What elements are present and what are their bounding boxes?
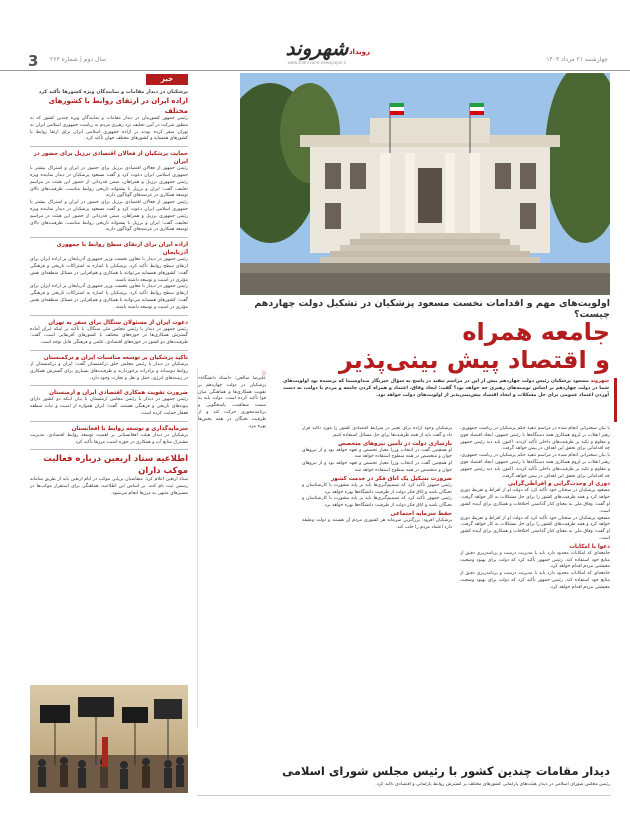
news-body-4: رئیس جمهور در دیدار با رئیس مجلس ملی سنگال، با تأکید بر اینکه ایران آماده گسترش همکاری‌ها در حوزه‌های مختلف با کشورهای آفریقایی است، گفت: ظرفیت‌های دو کشور در حوزه‌های اقتصادی، علمی و فرهنگی قابل توجه است.: [30, 326, 188, 346]
side-strip-text: علیرضا صالحی: «استاد دانشگاه» پزشکیان در دولت چهاردهم بر تقویت همکاری‌ها و هماهنگی میان قوا تأکید کرده است. دولت باید به سمت شفافیت، پاسخگویی و برنامه‌محوری حرکت کند و از ظرفیت نخبگان در همه بخش‌ها بهره ببرد.: [198, 376, 266, 429]
body-column-right: [460, 426, 610, 791]
headline-line-2: و اقتصاد پیش بینی‌پذیر: [338, 346, 610, 374]
right-body-3: جامعه‌ای که امکانات محدود دارد باید با مدیریت درست و برنامه‌ریزی دقیق از منابع خود استفاده کند. رئیس جمهور تأکید کرد که دولت برای بهبود وضعیت معیشتی مردم اقدام خواهد کرد.: [460, 550, 610, 570]
main-headline: [280, 318, 610, 374]
news-headline-1: اراده ایران در ارتقای روابط با کشورهای مختلف: [48, 97, 188, 115]
right-body-1b: با بیان سخنرانی انجام شده در مراسم تنفیذ حکم پزشکیان در ریاست جمهوری، رهبر انقلاب بر لزوم همکاری همه دستگاه‌ها با رئیس جمهور، ایجاد اقتصاد قوی و مقاوم و تکیه بر ظرفیت‌های داخلی تأکید کردند. اکنون باید دید رئیس جمهور چه اقداماتی برای تحقق این اهداف در پیش خواهد گرفت.: [460, 453, 610, 479]
mid-subhead-2: ضرورت تشکیل یک اتاق فکر در خدمت کشور: [331, 475, 452, 482]
mid-subhead-1: بازسازی دولت در تأمین نیروهای متخصص: [338, 440, 452, 447]
right-subhead-1: دوری از وحدت‌گرایی و افراطی‌گرایی: [507, 481, 610, 488]
main-kicker: اولویت‌های مهم و اقدامات نخست مسعود پزشکیان در تشکیل دولت چهاردهم چیست؟: [254, 298, 610, 320]
lead-label: شهروند: [590, 379, 609, 384]
mid-body-3: رئیس جمهور تأکید کرد که تصمیم‌گیری‌ها باید بر پایه مشورت با کارشناسان و نخبگان باشد و اتاق فکر دولت از ظرفیت دانشگاه‌ها بهره خواهد برد.: [302, 482, 452, 495]
right-body-2: مسعود پزشکیان در سخنان خود تأکید کرد که دولت او از افراط و تفریط دوری خواهد کرد و همه ظرفیت‌های کشور را برای حل مشکلات به کار خواهد گرفت. او گفت: وفاق ملی به معنای کنار گذاشتن اختلافات و همکاری برای آینده کشور است.: [460, 488, 610, 514]
issue-date: چهارشنبه ۲۱ مرداد ۱۴۰۳: [546, 56, 608, 63]
mid-subhead-3: حفظ سرمایه اجتماعی: [390, 510, 452, 517]
news-subhead-5: تاکید پزشکیان بر توسعه مناسبات ایران و ترکمنستان: [43, 354, 188, 361]
news-kicker: پزشکیان در دیدار مقامات و نمایندگان ویژه کشورها تأکید کرد: [38, 89, 188, 95]
news-body-1: رئیس جمهور کشورمان در دیدار مقامات و نمایندگان ویژه چندین کشور که به منظور شرکت در آیین تحلیف نزد رهبری مردم به ریاست جمهوری اسلامی ایران به تهران سفر کرده بودند بر اراده جمهوری اسلامی ایران برای ارتقا روابط با کشورهای همسایه و کشورهای مختلف جهان تأکید کرد.: [30, 116, 188, 142]
news-subhead-6: ضرورت تقویت همکاری اقتصادی ایران و ارمنستان: [49, 390, 188, 397]
headline-line-1: جامعه همراه: [462, 318, 610, 346]
bottom-headline: دیدار مقامات چندین کشور با رئیس مجلس شورای اسلامی: [282, 764, 610, 778]
news-subhead-3: اراده ایران برای ارتقای سطح روابط با جمهوری آذربایجان: [56, 242, 188, 257]
side-strip: [197, 368, 266, 728]
news-body-6: رئیس جمهور در دیدار با رئیس مجلس ارمنستان با بیان اینکه دو کشور دارای پیوندهای تاریخی و فرهنگی هستند، گفت: ایران همواره از امنیت و ثبات منطقه قفقاز حمایت کرده است.: [30, 397, 188, 416]
logo-sub: رویداد: [348, 48, 370, 56]
body-column-middle: [302, 426, 452, 791]
news-body-3b: رئیس جمهور در دیدار با معاون نخست وزیر جمهوری آذربایجان بر اراده ایران برای ارتقای سطح روابط تأکید کرد. پزشکیان با اشاره به اشتراکات تاریخی و فرهنگی گفت: کشورهای همسایه می‌توانند با همکاری و هم‌افزایی در مسائل منطقه‌ای نقش مؤثری در امنیت و توسعه داشته باشند.: [30, 284, 188, 310]
news-headline-8: اطلاعیه ستاد اربعین درباره فعالیت موکب داران: [43, 454, 188, 477]
newspaper-logo: [262, 36, 372, 66]
news-body-5: پزشکیان در دیدار با رئیس مجلس خلق ترکمنستان گفت: ایران و ترکمنستان از روابط دوستانه و برادرانه برخوردارند و ظرفیت‌های بسیاری برای گسترش همکاری در زمینه‌های انرژی، حمل و نقل و تجارت وجود دارد.: [30, 361, 188, 381]
news-subhead-2: حمایت پزشکیان از فعالان اقتصادی برزیل برای حضور در ایران: [33, 151, 188, 166]
page-number: 3: [28, 52, 39, 70]
bottom-text: رئیس مجلس شورای اسلامی در دیدار هیئت‌های پارلمانی کشورهای مختلف بر گسترش روابط پارلمانی و اقتصادی تأکید کرد.: [375, 782, 610, 787]
mid-body-2b: او همچنین گفت در انتخاب وزرا معیار تخصص و تعهد خواهد بود و از نیروهای جوان و متخصص در همه سطوح استفاده خواهد شد.: [302, 461, 452, 473]
news-body-3: رئیس جمهور در دیدار با معاون نخست وزیر جمهوری آذربایجان بر اراده ایران برای ارتقای سطح روابط تأکید کرد. پزشکیان با اشاره به اشتراکات تاریخی و فرهنگی گفت: کشورهای همسایه می‌توانند با همکاری و هم‌افزایی در مسائل منطقه‌ای نقش مؤثری در امنیت و توسعه داشته باشند.: [30, 257, 188, 283]
mid-body-4: پزشکیان افزود: بزرگترین سرمایه هر کشوری مردم آن هستند و دولت وظیفه دارد اعتماد مردم را جلب کند.: [302, 517, 452, 530]
mid-body-3b: رئیس جمهور تأکید کرد که تصمیم‌گیری‌ها باید بر پایه مشورت با کارشناسان و نخبگان باشد و اتاق فکر دولت از ظرفیت دانشگاه‌ها بهره خواهد برد.: [302, 496, 452, 509]
issue-number: سال دوم | شماره ۲۶۳: [50, 56, 107, 63]
star-icon: ۞: [261, 368, 266, 376]
news-tag: خبر: [146, 74, 188, 85]
mid-body-2: او همچنین گفت در انتخاب وزرا معیار تخصص و تعهد خواهد بود و از نیروهای جوان و متخصص در همه سطوح استفاده خواهد شد.: [302, 447, 452, 460]
mid-body-1: پزشکیان وجود اراده برای تغییر در شرایط اقتصادی کشور را مورد تأکید قرار داد و گفت باید از همه ظرفیت‌ها برای حل مسائل استفاده کنیم.: [302, 426, 452, 438]
right-subhead-2: دعوا با امکانات: [569, 543, 610, 550]
news-subhead-7: سرمایه‌گذاری و توسعه روابط با افغانستان: [71, 425, 188, 432]
main-building-photo: [240, 73, 610, 295]
left-news-column: [30, 88, 188, 680]
news-body-7: پزشکیان در دیدار هیئت افغانستانی بر اهمیت توسعه روابط اقتصادی، مدیریت مشترک منابع آب و همکاری در حوزه امنیت مرزها تأکید کرد.: [30, 432, 188, 445]
news-body-2: رئیس جمهور از فعالان اقتصادی برزیل برای حضور در ایران و اشتراک بیشتر با جمهوری اسلامی ایران دعوت کرد و گفت مسعود پزشکیان در دیدار نماینده ویژه رئیس جمهوری برزیل و همراهان، ضمن قدردانی از حضور این هیئت در مراسم تحلیف، گفت: ایران و برزیل با پشتوانه تاریخی روابط مناسب، ظرفیت‌های بالای توسعه همکاری در عرصه‌های گوناگون دارند.: [30, 166, 188, 199]
news-subhead-4: دعوت ایران از مسئولان سنگال برای سفر به تهران: [48, 319, 188, 326]
right-body-3b: جامعه‌ای که امکانات محدود دارد باید با مدیریت درست و برنامه‌ریزی دقیق از منابع خود استفاده کند. رئیس جمهور تأکید کرد که دولت برای بهبود وضعیت معیشتی مردم اقدام خواهد کرد.: [460, 571, 610, 590]
right-body-1: با بیان سخنرانی انجام شده در مراسم تنفیذ حکم پزشکیان در ریاست جمهوری، رهبر انقلاب بر لزوم همکاری همه دستگاه‌ها با رئیس جمهور، ایجاد اقتصاد قوی و مقاوم و تکیه بر ظرفیت‌های داخلی تأکید کردند. اکنون باید دید رئیس جمهور چه اقداماتی برای تحقق این اهداف در پیش خواهد گرفت.: [460, 426, 610, 452]
lead-text: مسعود پزشکیان رئیس دولت چهاردهم پیش از این در مراسم تنفیذ در پاسخ به سؤال خبرنگار صداوسیما که پرسیده بود اولویت‌های شما در دولت چهاردهم بر اساس توصیه‌های رهبری چه خواهد بود؟ گفت: ایجاد وفاق، اعتماد و همراه کردن جامعه و مردم با دولت، به دست آوردن اعتماد عمومی برای حل مشکلات و ایجاد اقتصاد پیش‌بینی‌پذیر از اولویت‌های دولت خواهد بود.: [283, 379, 609, 398]
news-body-2b: رئیس جمهور از فعالان اقتصادی برزیل برای حضور در ایران و اشتراک بیشتر با جمهوری اسلامی ایران دعوت کرد و گفت مسعود پزشکیان در دیدار نماینده ویژه رئیس جمهوری برزیل و همراهان، ضمن قدردانی از حضور این هیئت در مراسم تحلیف، گفت: ایران و برزیل با پشتوانه تاریخی روابط مناسب، ظرفیت‌های بالای توسعه همکاری در عرصه‌های گوناگون دارند.: [30, 200, 188, 233]
right-body-2b: مسعود پزشکیان در سخنان خود تأکید کرد که دولت او از افراط و تفریط دوری خواهد کرد و همه ظرفیت‌های کشور را برای حل مشکلات به کار خواهد گرفت. او گفت: وفاق ملی به معنای کنار گذاشتن اختلافات و همکاری برای آینده کشور است.: [460, 515, 610, 541]
news-body-8: ستاد اربعین اعلام کرد: متقاضیان برپایی موکب در ایام اربعین باید از طریق سامانه رسمی ثبت نام کنند. بر اساس این اطلاعیه، هماهنگی برای استقرار موکب‌ها در مسیرهای منتهی به مرزها انجام می‌شود.: [30, 477, 188, 496]
logo-main: شهروند: [285, 36, 349, 60]
arbaeen-photo: [30, 685, 188, 793]
lead-paragraph: [283, 378, 617, 422]
logo-url: www.shahrvand-newspaper.ir: [287, 60, 347, 65]
